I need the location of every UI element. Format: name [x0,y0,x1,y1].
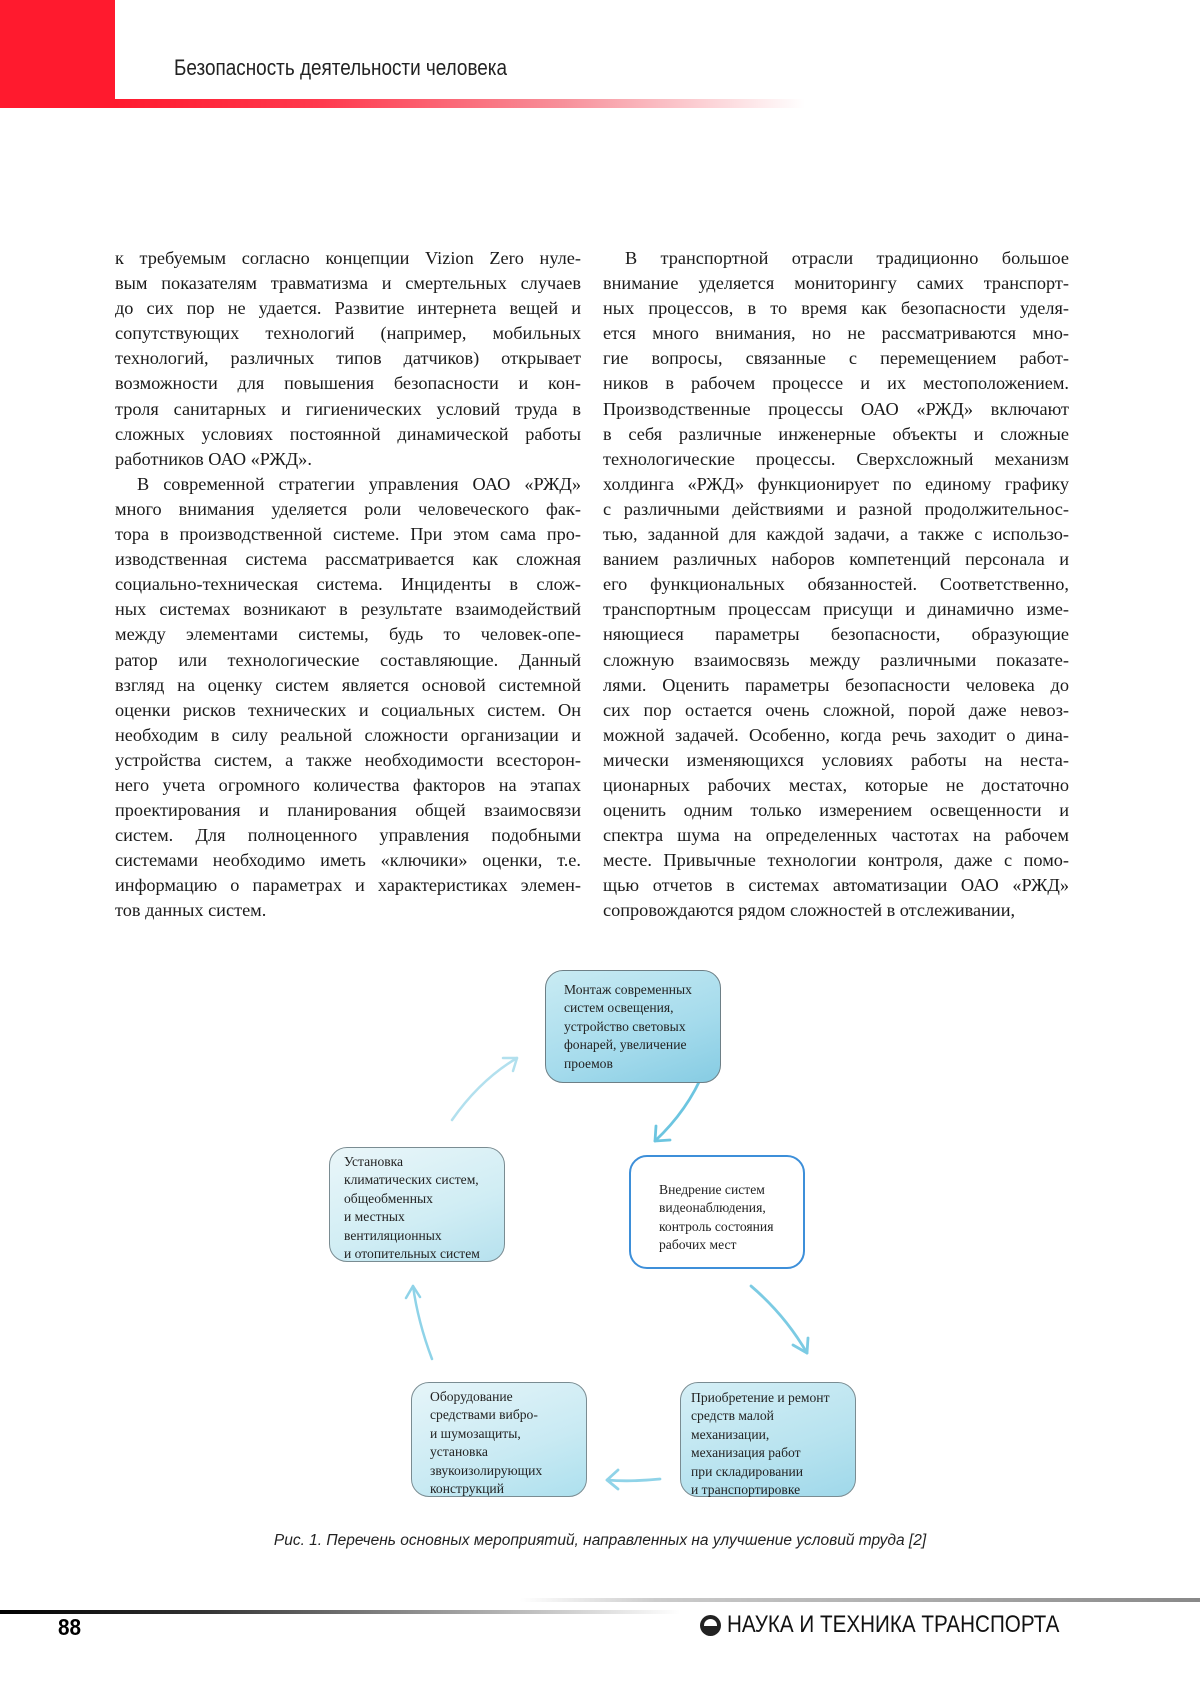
text-line: него учета огромного количества факторов на этапах [115,773,581,798]
text-line: Производственные процессы ОАО «РЖД» включают [603,397,1069,422]
text-line: необходим в силу реальной сложности организации и [115,723,581,748]
text-line: его функциональных обязанностей. Соответственно, [603,572,1069,597]
box-text-line: установка [430,1443,586,1461]
text-line: внимание уделяется мониторингу самих транспорт- [603,271,1069,296]
box-text-line: систем освещения, [564,999,720,1017]
text-line: социально-техническая система. Инциденты в слож- [115,572,581,597]
text-line: оценить одним только измерением освещенности и [603,798,1069,823]
journal-brand [700,1611,1113,1639]
box-text-line: и транспортировке [691,1481,855,1499]
text-line: тью, заданной для каждой задачи, а также с использо- [603,522,1069,547]
diagram-box-noise-protection [411,1382,587,1497]
text-line: ется много внимания, но не рассматриваются мно- [603,321,1069,346]
text-line: ных процессов, в то время как безопасности уделя- [603,296,1069,321]
box-text-line: Внедрение систем [659,1181,803,1199]
box-text-line: проемов [564,1055,720,1073]
box-text-line: при складировании [691,1463,855,1481]
text-line: В современной стратегии управления ОАО «РЖД» [115,472,581,497]
box-text-line: средствами вибро- [430,1406,586,1424]
section-title: Безопасность деятельности человека [174,55,507,81]
text-line: тора в производственной системе. При этом сама про- [115,522,581,547]
box-text-line: средств малой [691,1407,855,1425]
box-text-line: конструкций [430,1480,586,1498]
text-line: троля санитарных и гигиенических условий труда в [115,397,581,422]
box-text-line: Монтаж современных [564,981,720,999]
diagram-box-ventilation [329,1147,505,1262]
header-accent-block [0,0,115,108]
box-text-line: и местных [344,1208,504,1226]
text-line: проектирования и планирования общей взаимосвязи [115,798,581,823]
arrow-bottom-left-to-left [406,1286,432,1359]
header-gradient-bar [115,99,805,108]
box-text-line: Приобретение и ремонт [691,1389,855,1407]
text-line: систем. Для полноценного управления подобными [115,823,581,848]
text-line: между элементами системы, будь то человек-опе- [115,622,581,647]
arrow-bottom-right-to-bottom-left [607,1470,660,1489]
text-line: технологий, различных типов датчиков) открывает [115,346,581,371]
text-line: возможности для повышения безопасности и кон- [115,371,581,396]
text-line: мически изменяющихся условиях работы на неста- [603,748,1069,773]
diagram-box-lighting [545,970,721,1083]
box-text-line: механизации, [691,1426,855,1444]
text-line: к требуемым согласно концепции Vizion Zero нуле- [115,246,581,271]
text-line: работников ОАО «РЖД». [115,447,581,472]
text-line: с различными действиями и разной продолжительнос- [603,497,1069,522]
text-line: ционарных рабочих местах, которые не достаточно [603,773,1069,798]
text-line: спектра шума на определенных частотах на рабочем [603,823,1069,848]
text-line: много внимания уделяется роли человеческого фак- [115,497,581,522]
text-line: сопровождаются рядом сложностей в отслеживании, [603,898,1069,923]
left-text-column [115,246,581,924]
text-line: технологические процессы. Сверхсложный механизм [603,447,1069,472]
diagram-box-video-surveillance [629,1155,805,1269]
text-line: гие вопросы, связанные с перемещением работ- [603,346,1069,371]
text-line: щью отчетов в системах автоматизации ОАО «РЖД» [603,873,1069,898]
diagram-box-mechanization [680,1382,856,1497]
text-line: ратор или технологические составляющие. Данный [115,648,581,673]
box-text-line: устройство световых [564,1018,720,1036]
text-line: оценки рисков технических и социальных систем. Он [115,698,581,723]
text-line: до сих пор не удается. Развитие интернета вещей и [115,296,581,321]
text-line: ников в рабочем процессе и их местоположением. [603,371,1069,396]
text-line: системами необходимо иметь «ключики» оценки, т.е. [115,848,581,873]
text-line: холдинга «РЖД» функционирует по единому графику [603,472,1069,497]
box-text-line: рабочих мест [659,1236,803,1254]
text-line: вым показателям травматизма и смертельных случаев [115,271,581,296]
figure-caption: Рис. 1. Перечень основных мероприятий, направленных на улучшение условий труда [2] [0,1532,1200,1550]
text-line: можной задачей. Особенно, когда речь заходит о дина- [603,723,1069,748]
box-text-line: механизация работ [691,1444,855,1462]
box-text-line: климатических систем, [344,1171,504,1189]
text-line: тов данных систем. [115,898,581,923]
arrow-right-to-bottom-right [751,1286,808,1353]
box-text-line: и отопительных систем [344,1245,504,1263]
text-line: сопутствующих технологий (например, мобильных [115,321,581,346]
box-text-line: звукоизолирующих [430,1462,586,1480]
text-line: В транспортной отрасли традиционно большое [603,246,1069,271]
box-text-line: общеобменных [344,1190,504,1208]
journal-name: НАУКА И ТЕХНИКА ТРАНСПОРТА [727,1611,1059,1639]
text-line: устройства систем, а также необходимости всесторон- [115,748,581,773]
text-line: изводственная система рассматривается как сложная [115,547,581,572]
text-line: в себя различные инженерные объекты и сложные [603,422,1069,447]
page-number: 88 [58,1614,81,1641]
text-line: ванием различных наборов компетенций персонала и [603,547,1069,572]
text-line: сих пор остается очень сложной, порой даже невоз- [603,698,1069,723]
text-line: лями. Оценить параметры безопасности человека до [603,673,1069,698]
text-line: ных системах возникают в результате взаимодействий [115,597,581,622]
text-line: месте. Привычные технологии контроля, даже с помо- [603,848,1069,873]
box-text-line: фонарей, увеличение [564,1036,720,1054]
text-line: информацию о параметрах и характеристиках элемен- [115,873,581,898]
box-text-line: и шумозащиты, [430,1425,586,1443]
footer-divider-black [0,1610,680,1614]
footer-divider-gray [520,1598,1200,1602]
box-text-line: Установка [344,1153,504,1171]
text-line: сложных условиях постоянной динамической работы [115,422,581,447]
journal-logo-icon [700,1615,721,1636]
text-line: взгляд на оценку систем является основой системной [115,673,581,698]
arrow-left-to-top [452,1058,517,1120]
box-text-line: вентиляционных [344,1227,504,1245]
text-line: транспортным процессам присущи и динамично изме- [603,597,1069,622]
text-line: сложную взаимосвязь между различными показате- [603,648,1069,673]
box-text-line: Оборудование [430,1388,586,1406]
box-text-line: видеонаблюдения, [659,1199,803,1217]
right-text-column [603,246,1069,924]
text-line: няющиеся параметры безопасности, образующие [603,622,1069,647]
box-text-line: контроль состояния [659,1218,803,1236]
